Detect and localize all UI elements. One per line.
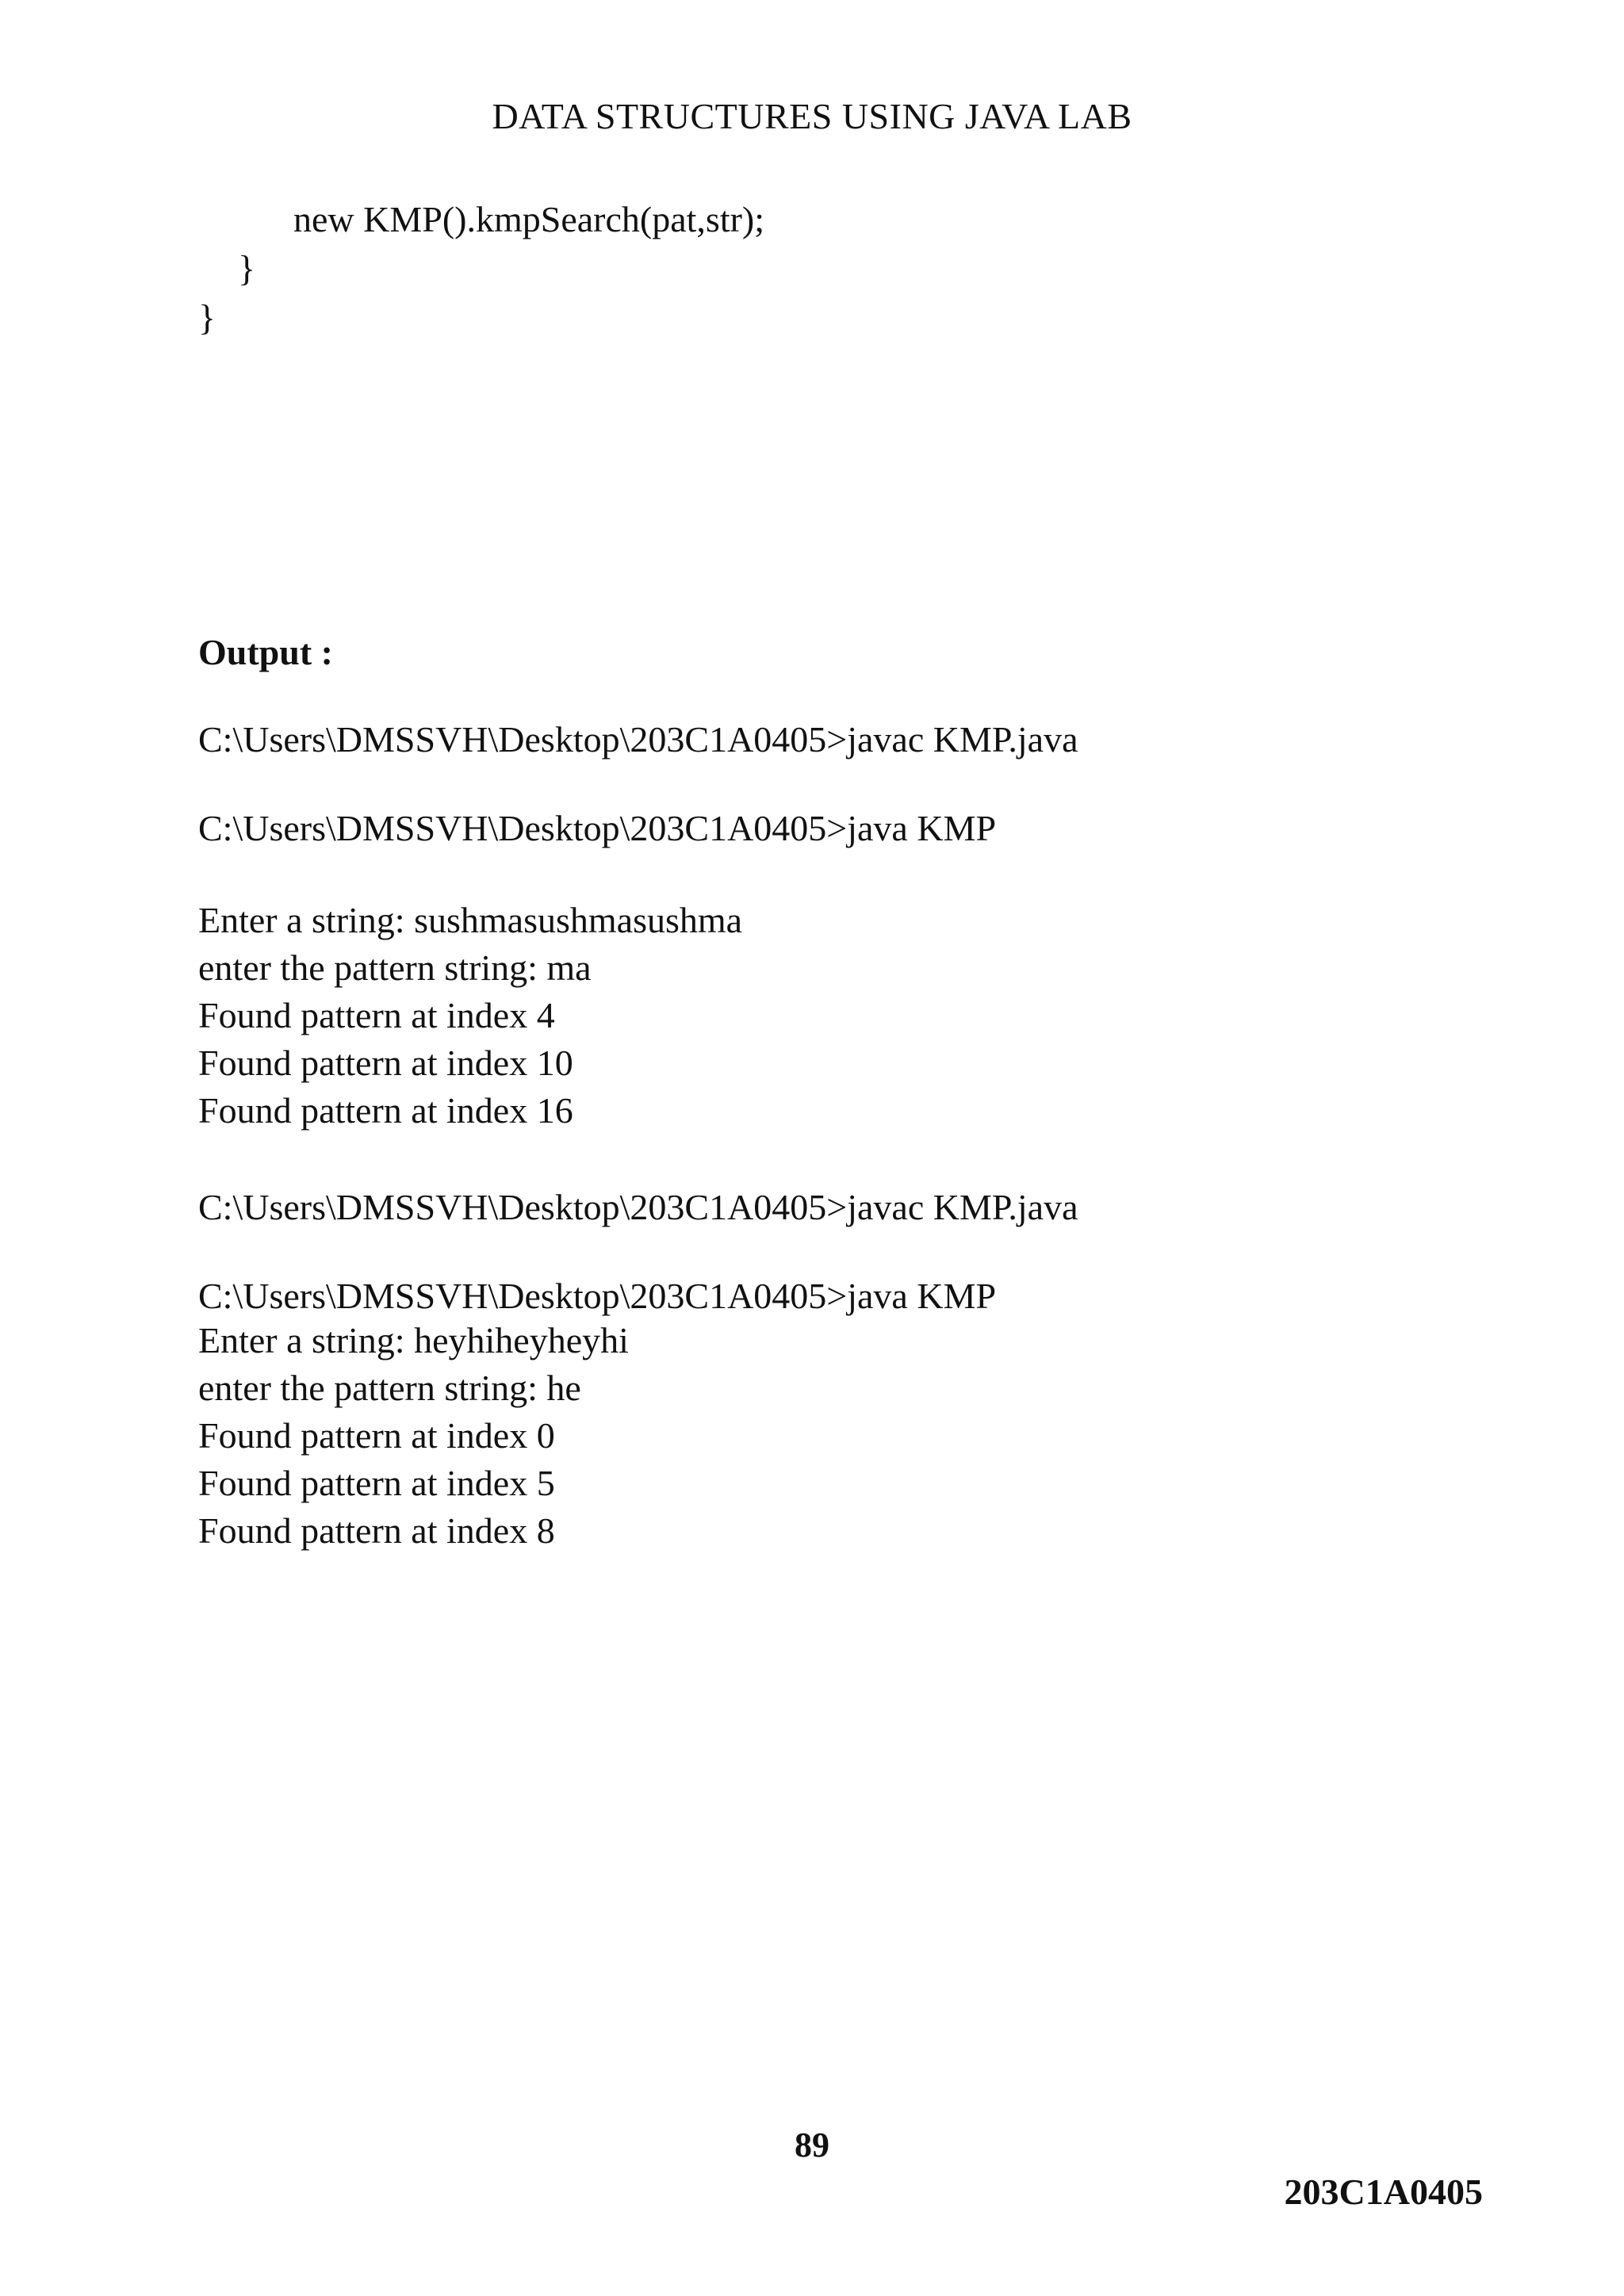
code-line-closing-brace-class: } <box>198 297 216 338</box>
run2-output-line: Found pattern at index 0 <box>198 1415 555 1456</box>
run1-execute-command: C:\Users\DMSSVH\Desktop\203C1A0405>java KMP <box>198 808 997 848</box>
run1-output-line: Enter a string: sushmasushmasushma <box>198 900 743 940</box>
run2-output-line: Found pattern at index 8 <box>198 1510 555 1551</box>
run2-compile-command: C:\Users\DMSSVH\Desktop\203C1A0405>javac KMP.java <box>198 1187 1078 1227</box>
run2-output-line: enter the pattern string: he <box>198 1368 581 1408</box>
run1-output-line: Found pattern at index 16 <box>198 1090 573 1131</box>
run1-output-line: Found pattern at index 10 <box>198 1043 573 1083</box>
code-line-kmp-search-call: new KMP().kmpSearch(pat,str); <box>293 199 765 239</box>
run2-output-line: Found pattern at index 5 <box>198 1463 555 1503</box>
code-line-closing-brace-method: } <box>238 248 256 289</box>
run2-execute-command: C:\Users\DMSSVH\Desktop\203C1A0405>java KMP <box>198 1276 997 1316</box>
page-number: 89 <box>795 2126 829 2164</box>
page-header-title: DATA STRUCTURES USING JAVA LAB <box>492 96 1132 136</box>
run1-compile-command: C:\Users\DMSSVH\Desktop\203C1A0405>javac KMP.java <box>198 719 1078 760</box>
roll-number: 203C1A0405 <box>1284 2172 1483 2212</box>
run2-output-line: Enter a string: heyhiheyheyhi <box>198 1320 629 1360</box>
run1-output-line: Found pattern at index 4 <box>198 995 555 1035</box>
run1-output-line: enter the pattern string: ma <box>198 947 592 988</box>
output-heading: Output : <box>198 632 333 672</box>
